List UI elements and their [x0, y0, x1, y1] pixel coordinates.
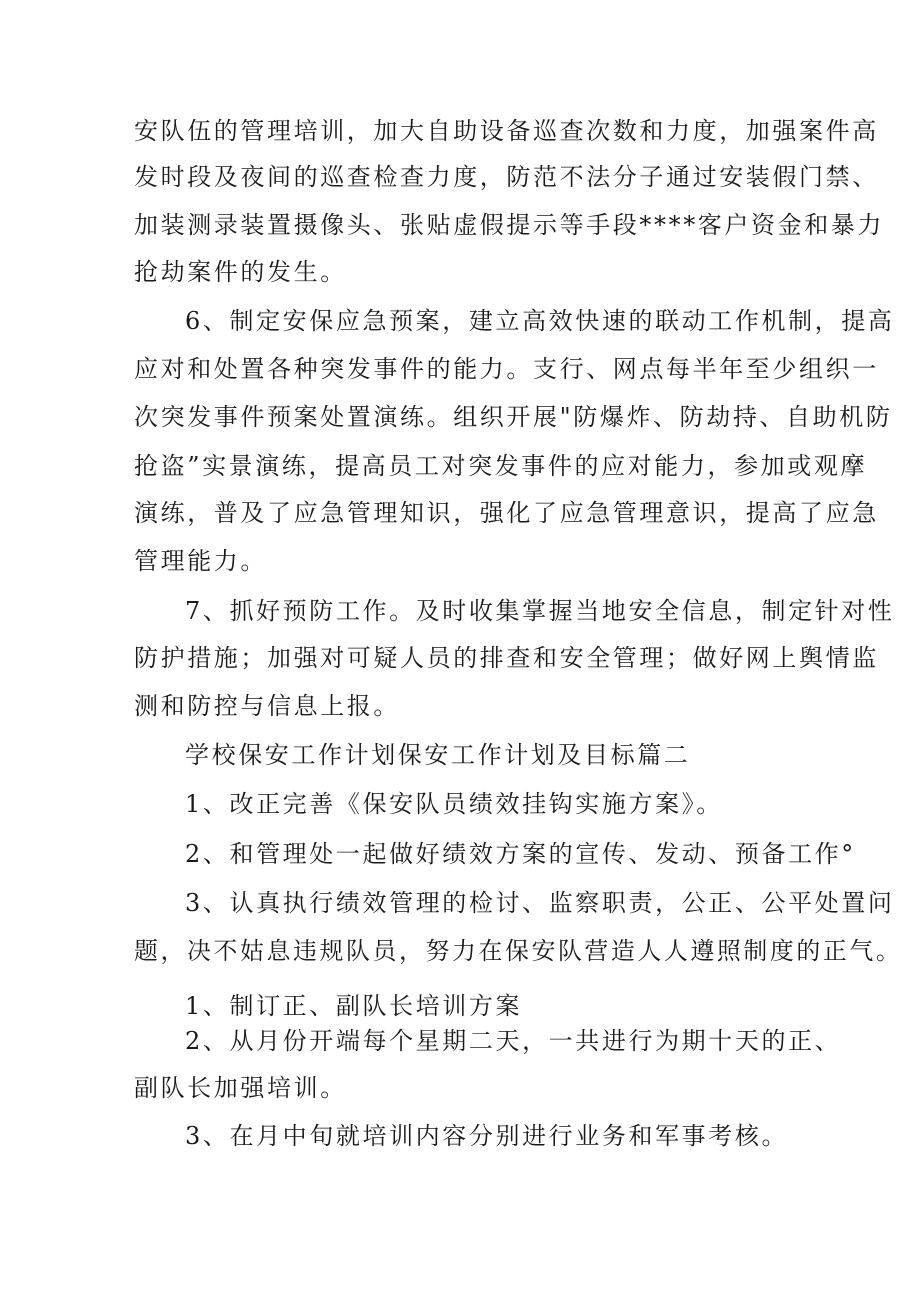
- paragraph-line: 7、抓好预防工作。及时收集掌握当地安全信息，制定针对性: [185, 597, 895, 625]
- paragraph-line: 次突发事件预案处置演练。组织开展"防爆炸、防劫持、自助机防: [134, 403, 893, 431]
- list-item: 3、认真执行绩效管理的检讨、监察职责，公正、公平处置问: [185, 889, 895, 917]
- paragraph-line: 安队伍的管理培训，加大自助设备巡查次数和力度，加强案件高: [134, 117, 879, 145]
- paragraph-line: 管理能力。: [134, 547, 267, 575]
- paragraph-line: 加装测录装置摄像头、张贴虚假提示等手段****客户资金和暴力: [134, 211, 884, 239]
- list-item: 副队长加强培训。: [134, 1074, 347, 1102]
- list-item: 1、制订正、副队长培训方案: [185, 992, 523, 1020]
- section-heading: 学校保安工作计划保安工作计划及目标篇二: [185, 741, 691, 769]
- paragraph-line: 测和防控与信息上报。: [134, 692, 400, 720]
- paragraph-line: 演练，普及了应急管理知识，强化了应急管理意识，提高了应急: [134, 499, 879, 527]
- list-item: 1、改正完善《保安队员绩效挂钩实施方案》。: [185, 790, 723, 818]
- paragraph-line: 防护措施；加强对可疑人员的排查和安全管理；做好网上舆情监: [134, 644, 879, 672]
- paragraph-line: 应对和处置各种突发事件的能力。支行、网点每半年至少组织一: [134, 355, 879, 383]
- list-item: 3、在月中旬就培训内容分别进行业务和军事考核。: [185, 1122, 789, 1150]
- paragraph-line: 6、制定安保应急预案，建立高效快速的联动工作机制，提高: [185, 307, 895, 335]
- list-item: 2、从月份开端每个星期二天，一共进行为期十天的正、: [185, 1027, 842, 1055]
- paragraph-line: 发时段及夜间的巡查检查力度，防范不法分子通过安装假门禁、: [134, 163, 879, 191]
- paragraph-line: 抢盗”实景演练，提高员工对突发事件的应对能力，参加或观摩: [134, 452, 868, 480]
- paragraph-line: 抢劫案件的发生。: [134, 258, 347, 286]
- list-item: 题，决不姑息违规队员，努力在保安队营造人人遵照制度的正气。: [134, 937, 903, 965]
- list-item: 2、和管理处一起做好绩效方案的宣传、发动、预备工作°: [185, 840, 856, 868]
